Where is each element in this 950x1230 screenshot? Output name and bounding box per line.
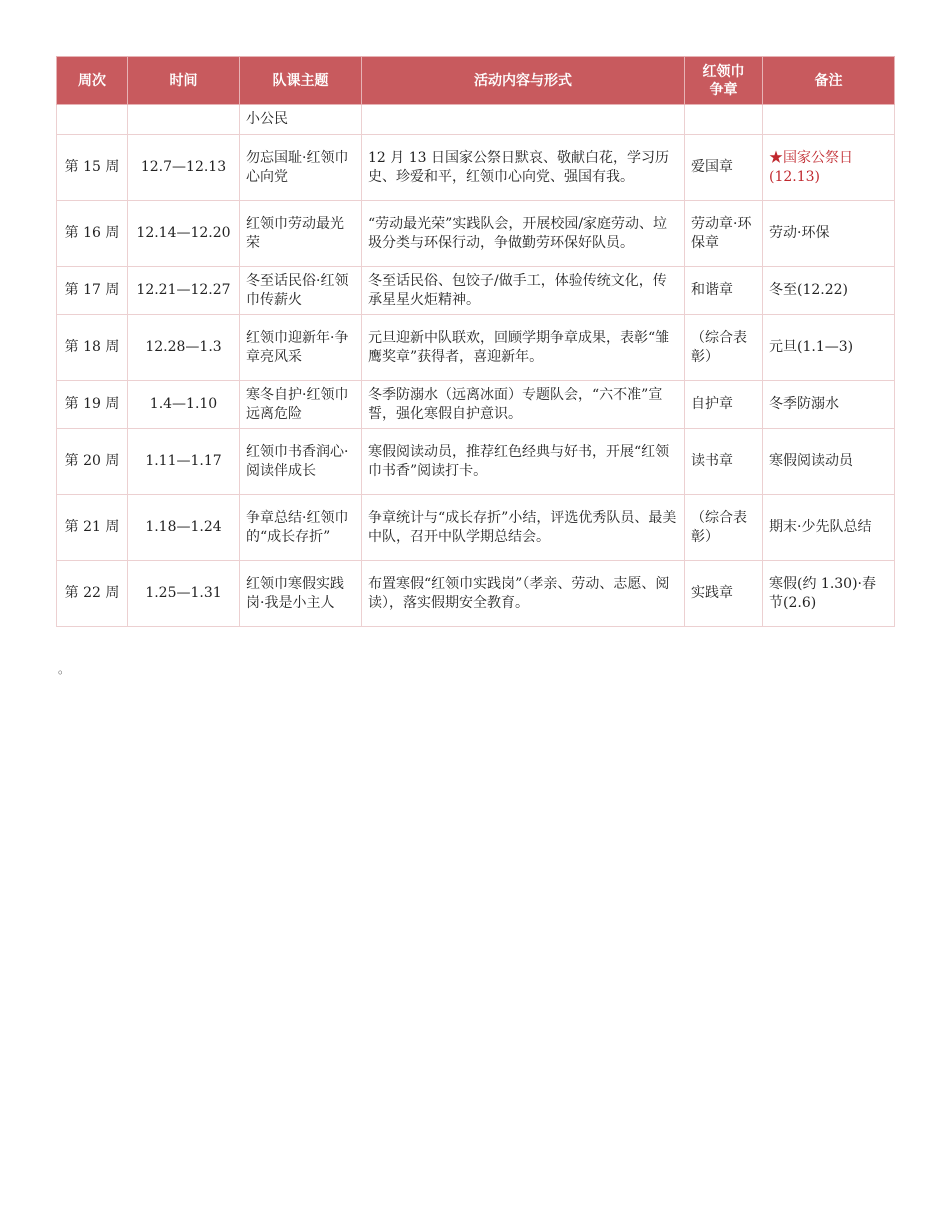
table-row [57, 267, 895, 315]
cell-content: 争章统计与“成长存折”小结，评选优秀队员、最美中队，召开中队学期总结会。 [362, 495, 685, 561]
cell-badge: 实践章 [685, 561, 763, 627]
cell-week: 第 15 周 [57, 135, 128, 201]
cell-note: 冬季防溺水 [763, 381, 895, 429]
cell-theme: 红领巾寒假实践岗·我是小主人 [240, 561, 362, 627]
cell-content: 布置寒假“红领巾实践岗”（孝亲、劳动、志愿、阅读），落实假期安全教育。 [362, 561, 685, 627]
footer-mark: 。 [58, 662, 71, 676]
cell-note: 寒假(约 1.30)·春节(2.6) [763, 561, 895, 627]
cell-week: 第 18 周 [57, 315, 128, 381]
cell-note: 元旦(1.1—3) [763, 315, 895, 381]
cell-week: 第 19 周 [57, 381, 128, 429]
cell-time: 1.4—1.10 [128, 381, 240, 429]
table-row [57, 429, 895, 495]
header-theme: 队课主题 [240, 57, 362, 105]
cell-theme: 争章总结·红领巾的“成长存折” [240, 495, 362, 561]
cell-time: 12.28—1.3 [128, 315, 240, 381]
table-row-carryover [57, 105, 895, 135]
cell-note: 劳动·环保 [763, 201, 895, 267]
table-row [57, 201, 895, 267]
cell-theme: 红领巾书香润心·阅读伴成长 [240, 429, 362, 495]
cell-theme: 勿忘国耻·红领巾心向党 [240, 135, 362, 201]
table-row [57, 315, 895, 381]
cell-theme: 红领巾劳动最光荣 [240, 201, 362, 267]
cell-note: 寒假阅读动员 [763, 429, 895, 495]
header-note: 备注 [763, 57, 895, 105]
cell-content: “劳动最光荣”实践队会，开展校园/家庭劳动、垃圾分类与环保行动，争做勤劳环保好队员。 [362, 201, 685, 267]
cell-week: 第 22 周 [57, 561, 128, 627]
cell-time: 1.11—1.17 [128, 429, 240, 495]
carryover-theme: 小公民 [240, 105, 362, 135]
cell-note: ★国家公祭日 (12.13) [763, 135, 895, 201]
cell-content: 元旦迎新中队联欢，回顾学期争章成果，表彰“雏鹰奖章”获得者，喜迎新年。 [362, 315, 685, 381]
cell-theme: 红领巾迎新年·争章亮风采 [240, 315, 362, 381]
cell-badge: （综合表彰） [685, 315, 763, 381]
table-header-row [57, 57, 895, 105]
cell-time: 1.18—1.24 [128, 495, 240, 561]
header-content: 活动内容与形式 [362, 57, 685, 105]
cell-week: 第 17 周 [57, 267, 128, 315]
cell-badge: 爱国章 [685, 135, 763, 201]
cell-theme: 冬至话民俗·红领巾传薪火 [240, 267, 362, 315]
cell-time: 12.14—12.20 [128, 201, 240, 267]
cell-time: 12.21—12.27 [128, 267, 240, 315]
cell-week: 第 20 周 [57, 429, 128, 495]
table-row [57, 381, 895, 429]
cell-theme: 寒冬自护·红领巾远离危险 [240, 381, 362, 429]
cell-note: 期末·少先队总结 [763, 495, 895, 561]
header-time: 时间 [128, 57, 240, 105]
cell-content: 冬季防溺水（远离冰面）专题队会，“六不准”宣誓，强化寒假自护意识。 [362, 381, 685, 429]
schedule-table [56, 56, 895, 627]
table-row [57, 561, 895, 627]
cell-content: 冬至话民俗、包饺子/做手工，体验传统文化，传承星星火炬精神。 [362, 267, 685, 315]
cell-note: 冬至(12.22) [763, 267, 895, 315]
cell-badge: 劳动章·环保章 [685, 201, 763, 267]
cell-week: 第 16 周 [57, 201, 128, 267]
table-row [57, 135, 895, 201]
header-badge: 红领巾 争章 [685, 57, 763, 105]
cell-badge: （综合表彰） [685, 495, 763, 561]
cell-content: 寒假阅读动员，推荐红色经典与好书，开展“红领巾书香”阅读打卡。 [362, 429, 685, 495]
cell-badge: 读书章 [685, 429, 763, 495]
table-row [57, 495, 895, 561]
cell-content: 12 月 13 日国家公祭日默哀、敬献白花，学习历史、珍爱和平，红领巾心向党、强国有我。 [362, 135, 685, 201]
header-week: 周次 [57, 57, 128, 105]
cell-time: 12.7—12.13 [128, 135, 240, 201]
cell-badge: 自护章 [685, 381, 763, 429]
cell-time: 1.25—1.31 [128, 561, 240, 627]
cell-week: 第 21 周 [57, 495, 128, 561]
cell-badge: 和谐章 [685, 267, 763, 315]
